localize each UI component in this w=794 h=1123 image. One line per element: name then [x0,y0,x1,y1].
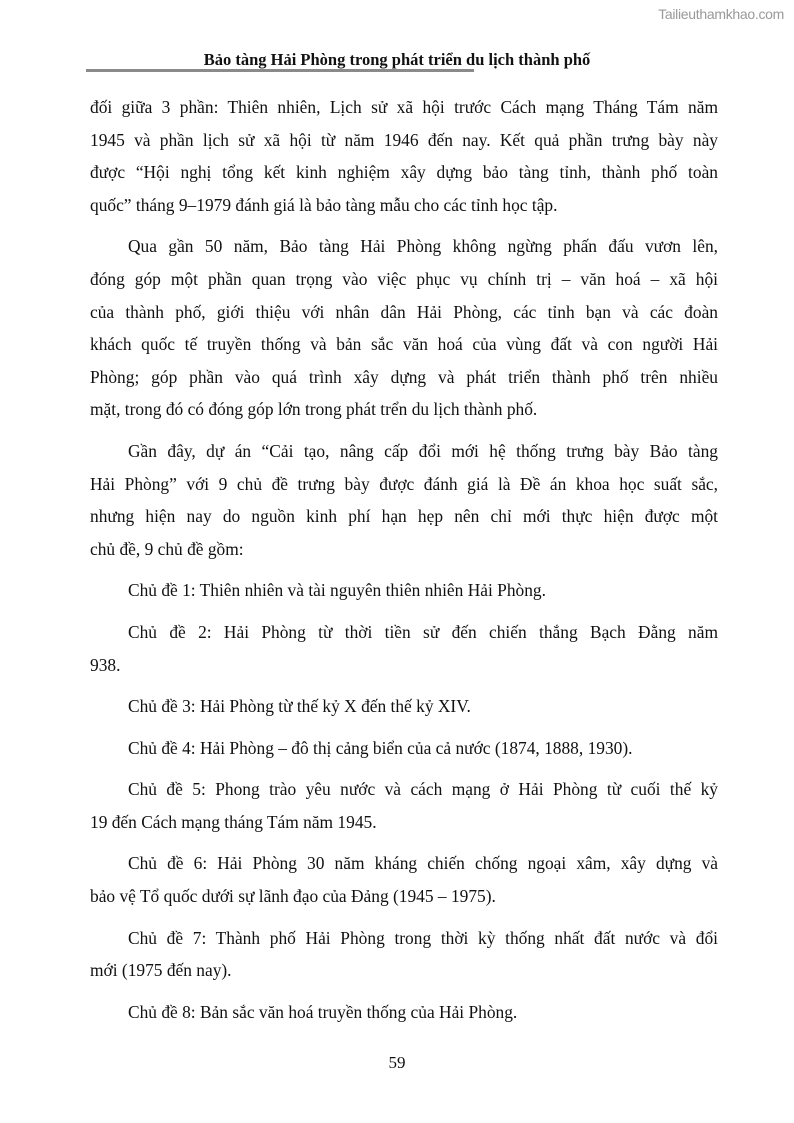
paragraph [90,850,718,915]
text-line: khách quốc tế truyền thống và bản sắc văn hoá của vùng đất và con người Hải [90,334,718,355]
paragraph [90,94,718,224]
text-line: của thành phố, giới thiệu với nhân dân Hải Phòng, các tỉnh bạn và các đoàn [90,301,718,322]
text-line: đối giữa 3 phần: Thiên nhiên, Lịch sử xã hội trước Cách mạng Tháng Tám năm [90,97,718,117]
text-line: 1945 và phần lịch sử xã hội từ năm 1946 đến nay. Kết quả phần trưng bày này [90,129,718,150]
text-line: Chủ đề 7: Thành phố Hải Phòng trong thời kỳ thống nhất đất nước và đổi [128,927,718,948]
paragraph [90,693,718,726]
paragraph [90,438,718,568]
text-line: Chủ đề 2: Hải Phòng từ thời tiền sử đến chiến thắng Bạch Đằng năm [128,621,718,642]
text-line: Gần đây, dự án “Cải tạo, nâng cấp đổi mới hệ thống trưng bày Bảo tàng [128,440,718,461]
watermark: Tailieuthamkhao.com [658,6,784,22]
header-divider [86,69,474,72]
text-line: đóng góp một phần quan trọng vào việc phục vụ chính trị – văn hoá – xã hội [90,268,718,289]
paragraph [90,233,718,429]
text-line: mới (1975 đến nay). [90,960,232,981]
text-line: 19 đến Cách mạng tháng Tám năm 1945. [90,811,377,832]
paragraph [90,619,718,684]
text-line: 938. [90,654,121,675]
text-line: nhưng hiện nay do nguồn kinh phí hạn hẹp nên chỉ mới thực hiện được một [90,506,718,527]
text-line: được “Hội nghị tổng kết kinh nghiệm xây dựng bảo tàng tỉnh, thành phố toàn [90,162,718,183]
paragraph [90,735,718,768]
text-line: Hải Phòng” với 9 chủ đề trưng bày được đánh giá là Đề án khoa học suất sắc, [90,473,718,494]
text-line: quốc” tháng 9–1979 đánh giá là bảo tàng mẫu cho các tỉnh học tập. [90,194,558,215]
paragraph [90,925,718,990]
text-line: Chủ đề 3: Hải Phòng từ thế kỷ X đến thế kỷ XIV. [128,696,471,717]
page-number: 59 [388,1053,406,1072]
text-line: Chủ đề 1: Thiên nhiên và tài nguyên thiên nhiên Hải Phòng. [128,580,546,601]
running-header-title: Bảo tàng Hải Phòng trong phát triển du lịch thành phố [203,50,591,69]
text-line: bảo vệ Tổ quốc dưới sự lãnh đạo của Đảng (1945 – 1975). [90,886,496,907]
document-body [90,94,718,1040]
text-line: Chủ đề 8: Bản sắc văn hoá truyền thống của Hải Phòng. [128,1001,518,1022]
paragraph [90,577,718,610]
text-line: chủ đề, 9 chủ đề gồm: [90,538,244,559]
text-line: Chủ đề 5: Phong trào yêu nước và cách mạng ở Hải Phòng từ cuối thế kỷ [128,779,718,800]
paragraph [90,776,718,841]
text-line: Chủ đề 6: Hải Phòng 30 năm kháng chiến chống ngoại xâm, xây dựng và [128,853,718,874]
text-line: Phòng; góp phần vào quá trình xây dựng và phát triển thành phố trên nhiều [90,366,718,387]
text-line: mặt, trong đó có đóng góp lớn trong phát trển du lịch thành phố. [90,399,538,420]
text-line: Qua gần 50 năm, Bảo tàng Hải Phòng không ngừng phấn đấu vươn lên, [128,236,718,257]
paragraph [90,999,718,1032]
text-line: Chủ đề 4: Hải Phòng – đô thị cảng biển của cả nước (1874, 1888, 1930). [128,737,633,758]
